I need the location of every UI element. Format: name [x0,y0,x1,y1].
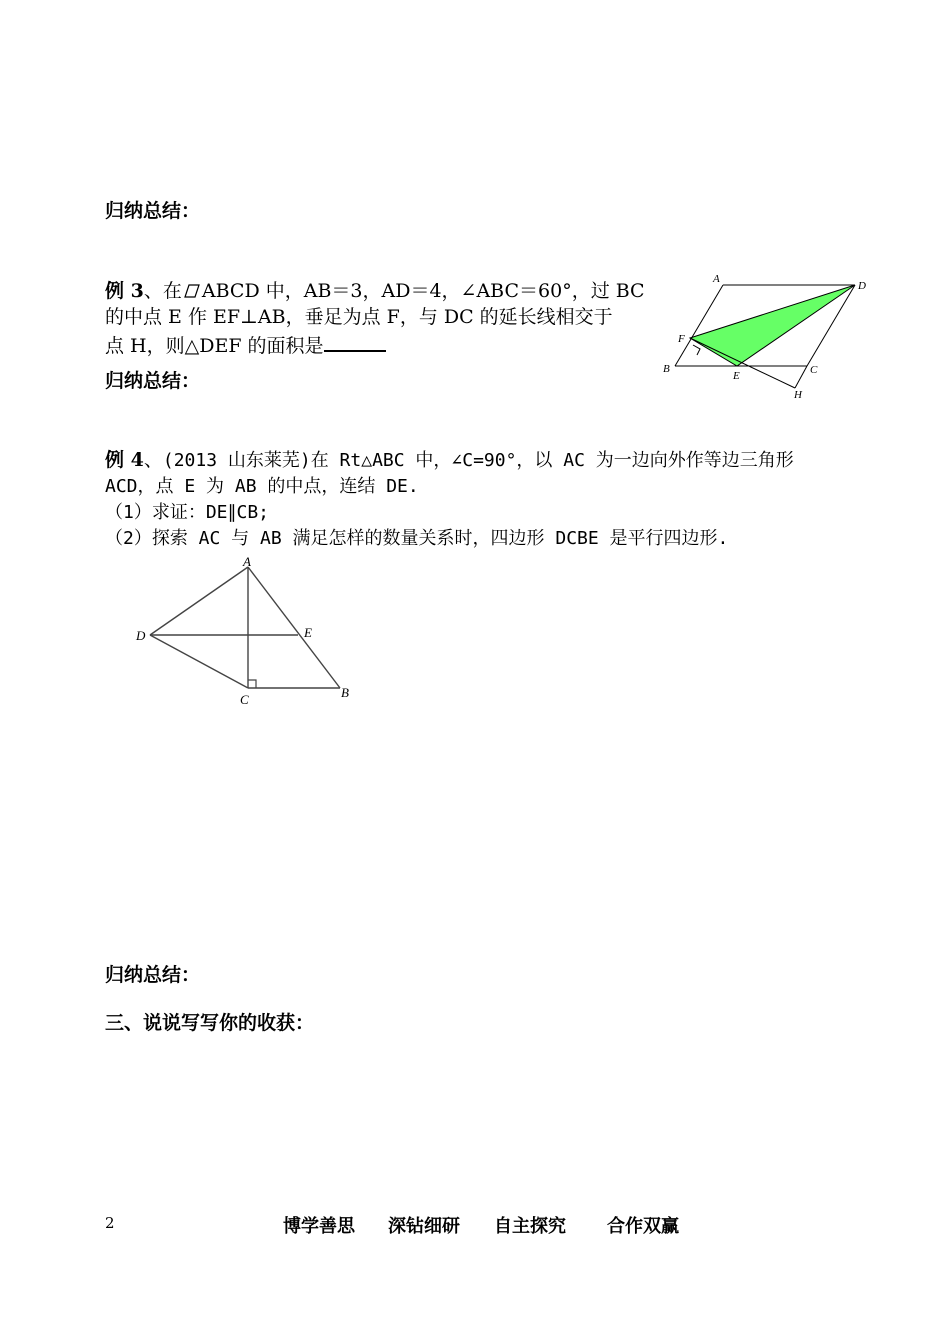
example-4-line-4: （2）探索 AC 与 AB 满足怎样的数量关系时，四边形 DCBE 是平行四边形. [105,528,729,549]
summary-label: 归纳总结： [105,370,201,392]
parallelogram-figure [655,270,880,410]
answer-blank [324,330,386,352]
footer-motto-3: 自主探究 [494,1216,566,1237]
example-3-line1-post: ABCD 中，AB＝3，AD＝4，∠ABC＝60°，过 BC [201,280,645,302]
example-3-line-2: 的中点 E 作 EF⊥AB，垂足为点 F，与 DC 的延长线相交于 [105,306,613,328]
label-b: B [341,685,349,700]
label-c: C [240,692,249,707]
label-f: F [678,333,685,345]
page-number: 2 [105,1214,115,1232]
example-4-line1-text: (2013 山东莱芜)在 Rt△ABC 中，∠C=90°，以 AC 为一边向外作等边三角形 [162,450,794,471]
example-4-line-2: ACD，点 E 为 AB 的中点，连结 DE. [105,476,419,497]
label-h: H [794,389,802,401]
example-3-line3-text: 点 H，则△DEF 的面积是 [105,335,324,357]
example-3-line-1 [105,278,650,304]
parallelogram-icon [184,284,200,298]
label-e: E [733,370,740,382]
example-4 [105,447,895,552]
triangle-figure [130,555,365,707]
label-d: D [858,280,866,292]
label-e: E [304,625,312,640]
example-3-label: 例 3 [105,280,144,302]
label-d: D [136,628,146,643]
footer-motto-1: 博学善思 [283,1216,355,1237]
example-3 [105,278,650,359]
triangle-def-fill [690,285,855,366]
example-4-label: 例 4 [105,449,144,471]
example-4-line-3: （1）求证：DE∥CB; [105,502,270,523]
example-4-line-1 [105,447,895,474]
footer-motto-4: 合作双赢 [607,1216,679,1237]
footer-motto-2: 深钻细研 [388,1216,460,1237]
summary-label: 归纳总结： [105,964,201,986]
example-3-line-3 [105,330,650,359]
example-4-sep: 、 [143,449,163,471]
label-a: A [243,555,251,569]
label-c: C [810,364,818,376]
label-a: A [713,273,720,285]
label-b: B [663,363,670,375]
summary-label: 归纳总结： [105,200,201,222]
example-3-line1-pre: 在 [162,280,182,302]
section-3-heading: 三、说说写写你的收获： [105,1012,315,1034]
example-3-sep: 、 [143,280,163,302]
